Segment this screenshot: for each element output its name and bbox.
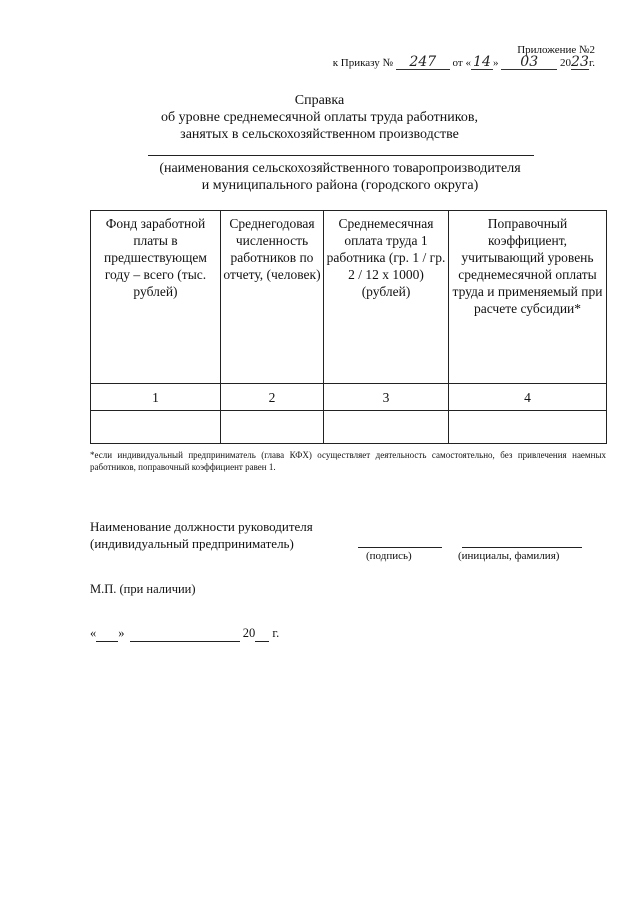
order-reference: [333, 56, 595, 70]
wage-table: [90, 210, 607, 444]
producer-name-line: [148, 155, 534, 156]
order-month: 03: [501, 56, 557, 70]
column-header-headcount: Среднегодовая численность работников по отчету, (человек): [221, 211, 324, 384]
date-line: [90, 626, 279, 642]
title-line-2: об уровне среднемесячной оплаты труда работников,: [161, 110, 478, 125]
order-day: 14: [471, 56, 493, 70]
column-number: 3: [324, 384, 449, 411]
column-header-wage-fund: Фонд заработной платы в предшествующем году – всего (тыс. рублей): [91, 211, 221, 384]
name-caption: (инициалы, фамилия): [458, 550, 560, 562]
document-title: [0, 92, 639, 143]
column-header-coefficient: Поправочный коэффициент, учитывающий уровень среднемесячной оплаты труда и применяемый при расчете субсидии*: [449, 211, 607, 384]
signature-line: [358, 547, 442, 548]
date-open-quote: «: [90, 626, 97, 640]
date-close-quote: »: [118, 626, 125, 640]
date-year-prefix: 20: [242, 626, 256, 640]
stamp-label: М.П. (при наличии): [90, 582, 196, 596]
order-year: 23: [571, 54, 589, 70]
signature-caption: (подпись): [366, 550, 412, 562]
column-header-monthly-pay: Среднемесячная оплата труда 1 работника (гр. 1 / гр. 2 / 12 х 1000) (рублей): [324, 211, 449, 384]
position-line-2: (индивидуальный предприниматель): [90, 536, 294, 551]
table-data-row: [91, 411, 607, 444]
table-cell[interactable]: [324, 411, 449, 444]
column-number: 2: [221, 384, 324, 411]
position-line-1: Наименование должности руководителя: [90, 519, 313, 534]
order-prefix: к Приказу №: [332, 57, 394, 69]
column-number: 4: [449, 384, 607, 411]
title-line-3: занятых в сельскохозяйственном производстве: [180, 127, 459, 142]
name-line: [462, 547, 582, 548]
producer-line-1: (наименования сельскохозяйственного товаропроизводителя: [159, 161, 521, 176]
table-cell[interactable]: [221, 411, 324, 444]
appendix-label: Приложение №2: [517, 44, 595, 56]
order-number: 247: [396, 56, 450, 70]
table-header-row: [91, 211, 607, 384]
year-prefix: 20: [559, 57, 571, 69]
producer-line-2: и муниципального района (городского округа): [201, 178, 479, 193]
footnote: *если индивидуальный предприниматель (глава КФХ) осуществляет деятельность самостоятельно, без привлечения наемных работников, поправочный коэффициент равен 1.: [90, 450, 606, 472]
date-mid: »: [492, 57, 499, 69]
year-suffix: г.: [588, 57, 595, 69]
date-from: от «: [452, 57, 471, 69]
producer-caption: [0, 160, 639, 194]
table-cell[interactable]: [449, 411, 607, 444]
table-number-row: [91, 384, 607, 411]
position-title: [90, 518, 313, 552]
date-suffix: г.: [272, 626, 280, 640]
column-number: 1: [91, 384, 221, 411]
table-cell[interactable]: [91, 411, 221, 444]
title-line-1: Справка: [294, 93, 345, 108]
